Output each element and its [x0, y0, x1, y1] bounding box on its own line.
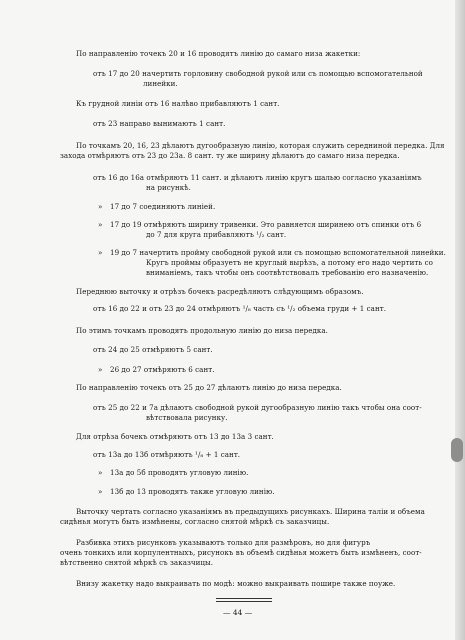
text-line: отъ 25 до 22 и 7а дѣлаютъ свободной рукой дугообразную линію такъ чтобы она соот-: [93, 403, 422, 412]
text-line: Переднюю выточку и отрѣзъ бочекъ расредѣляютъ слѣдующимъ образомъ.: [76, 287, 364, 296]
text-line: 19 до 7 начертить пройму свободной рукой или съ помощью вспомогательной линейки.: [110, 248, 446, 257]
text-line: По этимъ точкамъ проводятъ продольную линію до низа передка.: [76, 326, 328, 335]
separator-rule: [216, 601, 272, 602]
text-line: вниманіемъ, такъ чтобы онъ соотвѣтствовалъ требованію его назначенію.: [146, 268, 429, 277]
text-line: По направленію точекъ отъ 25 до 27 дѣлаютъ линію до низа передка.: [76, 383, 342, 392]
bullet-mark: »: [98, 248, 103, 257]
text-line: Къ грудной линіи отъ 16 налѣво прибавляютъ 1 сант.: [76, 99, 280, 108]
page-number: — 44 —: [223, 608, 253, 617]
text-line: 13а до 5б проводятъ угловую линію.: [110, 468, 249, 477]
separator-rule: [216, 598, 272, 599]
bullet-mark: »: [98, 468, 103, 477]
bullet-mark: »: [98, 220, 103, 229]
text-line: 13б до 13 проводятъ также угловую линію.: [110, 487, 275, 496]
bullet-mark: »: [98, 487, 103, 496]
text-line: отъ 17 до 20 начертить горловину свободной рукой или съ помощью вспомогательной: [93, 69, 423, 78]
text-line: очень тонкихъ или корпулентныхъ, рисунокъ въ объемѣ сидѣнья можетъ быть измѣненъ, соот-: [60, 548, 422, 557]
text-line: на рисункѣ.: [146, 183, 191, 192]
text-line: 17 до 19 отмѣряютъ ширину тривенки. Это равняется ширинею отъ спинки отъ 6: [110, 220, 422, 229]
text-line: По направленію точекъ 20 и 16 проводятъ линію до самаго низа жакетки:: [76, 49, 361, 58]
page-edge: [455, 0, 465, 640]
text-line: захода отмѣряютъ отъ 23 до 23а. 8 сант. ту же ширину дѣлаютъ до самаго низа передка.: [60, 151, 400, 160]
text-line: отъ 16 до 22 и отъ 23 до 24 отмѣряютъ ¹/₈ часть съ ¹/₂ объема груди + 1 сант.: [93, 304, 386, 313]
text-line: 17 до 7 соединяютъ линіей.: [110, 202, 216, 211]
text-line: до 7 для круга прибавляютъ ¹/₂ сант.: [146, 230, 287, 239]
text-line: линейки.: [143, 79, 178, 88]
text-line: вѣтствовала рисунку.: [146, 413, 228, 422]
text-line: отъ 13а до 13б отмѣряютъ ¹/₈ + 1 сант.: [93, 450, 241, 459]
text-line: Разбивка этихъ рисунковъ указываютъ только для размѣровъ, но для фигуръ: [76, 538, 371, 547]
text-line: сидѣнья могутъ быть измѣнены, согласно снятой мѣркѣ съ заказчицы.: [60, 517, 330, 526]
text-line: 26 до 27 отмѣряютъ 6 сант.: [110, 365, 215, 374]
text-line: вѣтственно снятой мѣркѣ съ заказчицы.: [60, 558, 214, 567]
binding-hole: [451, 438, 463, 462]
text-line: Выточку чертать согласно указаніямъ въ предыдущихъ рисункахъ. Ширина таліи и объема: [76, 507, 425, 516]
bullet-mark: »: [98, 202, 103, 211]
text-line: Для отрѣза бочекъ отмѣряютъ отъ 13 до 13а 3 сант.: [76, 432, 274, 441]
bullet-mark: »: [98, 365, 103, 374]
text-line: отъ 23 направо вынимаютъ 1 сант.: [93, 119, 226, 128]
text-line: отъ 24 до 25 отмѣряютъ 5 сант.: [93, 345, 213, 354]
text-line: По точкамъ 20, 16, 23 дѣлаютъ дугообразную линію, которая служить середниной передка. Для: [76, 141, 445, 150]
text-line: Внизу жакетку надо выкраивать по модѣ: можно выкраивать пошире также поуже.: [76, 579, 396, 588]
text-line: отъ 16 до 16а отмѣряютъ 11 сант. и дѣлаютъ линію кругъ шалью согласно указаніямъ: [93, 173, 422, 182]
text-line: Кругъ проймы образуетъ не круглый вырѣзъ, а потому его надо чертить со: [146, 258, 433, 267]
